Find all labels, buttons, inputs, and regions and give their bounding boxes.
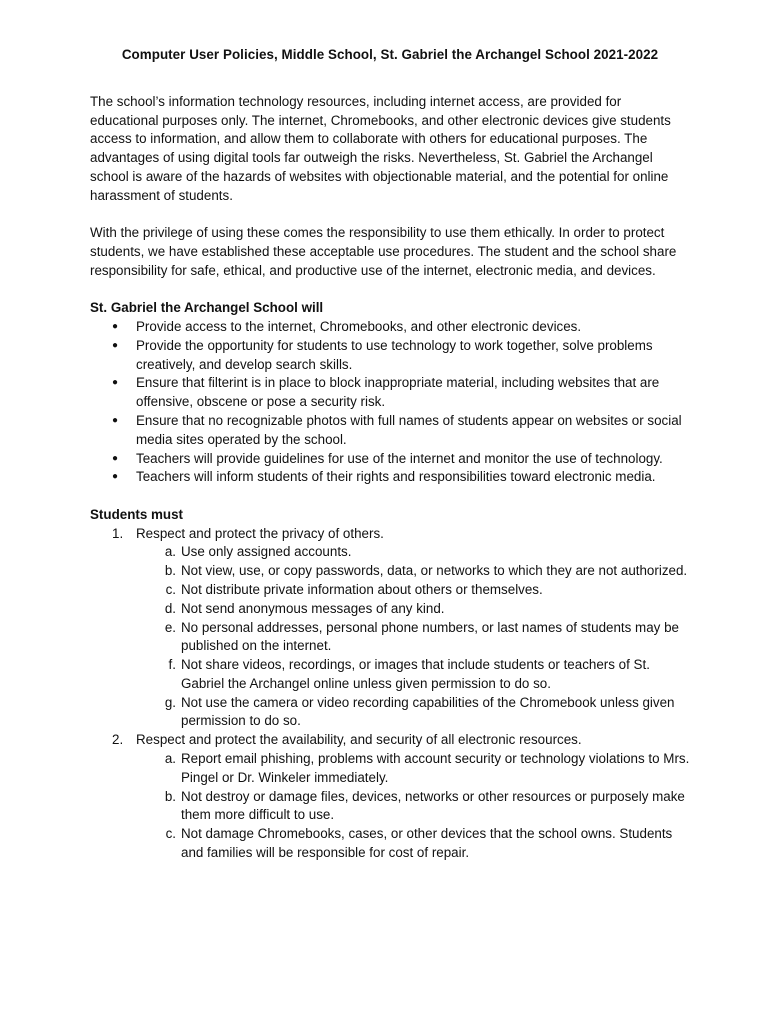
list-item: f. Not share videos, recordings, or images that include students or teachers of St. Gabriel the Archangel online unless given permission to do so. [168,657,650,691]
intro-paragraph-2: With the privilege of using these comes the responsibility to use them ethically. In order to protect students, we have established these acceptable use procedures. The student and the school share responsibility for safe, ethical, and productive use of the internet, electronic media, and devices. [90,225,677,278]
school-commitments-list [90,318,690,487]
list-item: ● Ensure that filterint is in place to block inappropriate material, including websites that are offensive, obscene or pose a security risk. [112,375,660,410]
list-item: e. No personal addresses, personal phone numbers, or last names of students may be published on the internet. [164,619,679,654]
list-item: a. Use only assigned accounts. [164,544,352,560]
rule-item-2 [90,731,690,863]
bullet-icon: ● [112,377,119,389]
rule-text: Respect and protect the availability, and security of all electronic resources. [136,732,582,748]
bullet-icon: ● [112,471,119,483]
list-item: ● Teachers will inform students of their rights and responsibilities toward electronic media. [90,468,690,487]
rule-item-1 [90,525,690,732]
document-page [90,46,690,863]
document-title: Computer User Policies, Middle School, St. Gabriel the Archangel School 2021-2022 [121,47,659,62]
bullet-icon: ● [112,452,119,464]
student-rules-list [90,525,690,863]
list-item: ● Provide access to the internet, Chromebooks, and other electronic devices. [90,318,690,337]
list-item: c. Not distribute private information about others or themselves. [165,581,543,597]
list-item: b. Not view, use, or copy passwords, data, or networks to which they are not authorized. [164,563,688,579]
list-item: g. Not use the camera or video recording capabilities of the Chromebook unless given permission to do so. [164,694,675,729]
school-section-heading: St. Gabriel the Archangel School will [90,300,324,316]
rule-subitems-list [136,750,690,863]
list-item: a. Report email phishing, problems with account security or technology violations to Mrs. Pingel or Dr. Winkeler immediately. [164,751,690,785]
list-item: b. Not destroy or damage files, devices, networks or other resources or purposely make them more difficult to use. [164,788,685,823]
rule-subitems-list [136,543,690,731]
list-item: c. Not damage Chromebooks, cases, or other devices that the school owns. Students and families will be responsible for cost of repair. [165,826,673,861]
bullet-icon: ● [112,339,119,351]
list-item: d. Not send anonymous messages of any kind. [164,600,445,616]
list-item: ● Provide the opportunity for students to use technology to work together, solve problems creatively, and develop search skills. [112,337,653,372]
list-item: ● Ensure that no recognizable photos with full names of students appear on websites or social media sites operated by the school. [112,412,682,447]
rule-number: 1. [112,525,124,541]
bullet-icon: ● [112,414,119,426]
list-item: ● Teachers will provide guidelines for use of the internet and monitor the use of technology. [90,450,690,469]
bullet-icon: ● [112,320,119,332]
rule-text: Respect and protect the privacy of others. [136,525,384,541]
rule-number: 2. [112,732,124,748]
intro-paragraph-1: The school’s information technology resources, including internet access, are provided for educational purposes only. The internet, Chromebooks, and other electronic devices give students access to information, and allow them to collaborate with others for educational purposes. The advantages of using digital tools far outweigh the risks. Nevertheless, St. Gabriel the Archangel school is aware of the hazards of websites with objectionable material, and the potential for online harassment of students. [90,93,671,203]
students-section-heading: Students must [90,506,183,522]
